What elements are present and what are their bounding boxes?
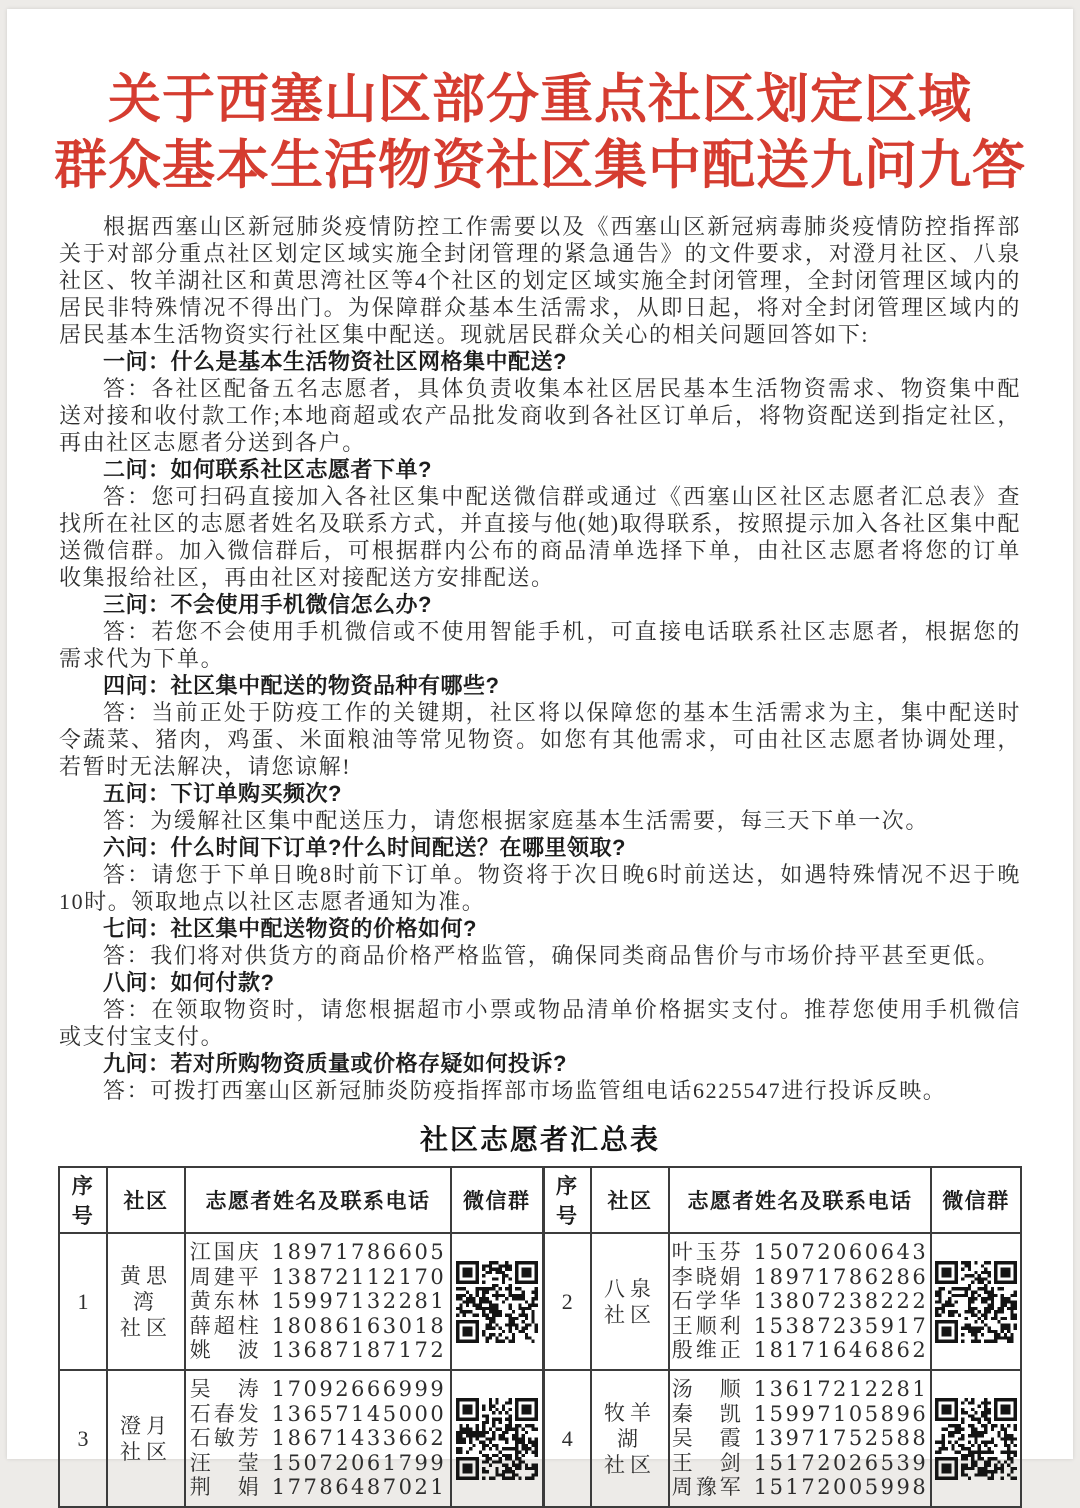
- community-cell: 黄思湾 社区: [107, 1233, 185, 1370]
- serial-cell: 4: [543, 1370, 591, 1507]
- volunteer-name: 汤 顺: [671, 1377, 744, 1401]
- volunteer-phone: 18671433662: [271, 1426, 447, 1450]
- volunteer-name: 薛超柱: [189, 1313, 262, 1338]
- answer-9: 答：可拨打西塞山区新冠肺炎防疫指挥部市场监管组电话6225547进行投诉反映。: [103, 1078, 947, 1103]
- volunteer-row: [672, 1426, 928, 1451]
- notice-body: [59, 213, 1021, 1104]
- volunteer-row: [190, 1338, 446, 1363]
- volunteer-phone: 18971786605: [271, 1240, 447, 1264]
- volunteer-table-title: 社区志愿者汇总表: [419, 1124, 660, 1155]
- header-community-left: 社区: [107, 1167, 185, 1233]
- volunteer-phone: 13657145000: [271, 1401, 447, 1426]
- serial-cell: 3: [59, 1370, 107, 1507]
- volunteers-cell: [185, 1233, 451, 1370]
- volunteer-name: 黄东林: [189, 1289, 262, 1313]
- volunteer-phone: 13971752588: [753, 1426, 929, 1450]
- header-volunteers-right: 志愿者姓名及联系电话: [669, 1167, 931, 1233]
- volunteer-name: 石春发: [189, 1401, 262, 1426]
- volunteer-name: 吴 涛: [189, 1377, 262, 1401]
- question-3: 三问：不会使用手机微信怎么办?: [103, 592, 432, 617]
- volunteer-phone: 15997105896: [753, 1401, 929, 1426]
- header-community-right: 社区: [591, 1167, 669, 1233]
- answer-1: 答：各社区配备五名志愿者，具体负责收集本社区居民基本生活物资需求、物资集中配送对接和收付款工作;本地商超或农产品批发商收到各社区订单后，将物资配送到指定社区，再由社区志愿者分送到各户。: [59, 376, 1021, 455]
- volunteer-row: [190, 1402, 446, 1427]
- volunteer-phone: 13617212281: [753, 1377, 929, 1401]
- volunteer-row: [672, 1289, 928, 1314]
- volunteer-row: [672, 1402, 928, 1427]
- notice-page: [7, 9, 1073, 1499]
- intro-paragraph: 根据西塞山区新冠肺炎疫情防控工作需要以及《西塞山区新冠病毒肺炎疫情防控指挥部关于对部分重点社区划定区域实施全封闭管理的紧急通告》的文件要求，对澄月社区、八泉社区、牧羊湖社区和黄思湾社区等4个社区的划定区域实施全封闭管理，全封闭管理区域内的居民非特殊情况不得出门。为保障群众基本生活需求，从即日起，将对全封闭管理区域内的居民基本生活物资实行社区集中配送。现就居民群众关心的相关问题回答如下:: [59, 214, 1021, 347]
- volunteer-phone: 18171646862: [753, 1338, 929, 1362]
- volunteer-table: [58, 1166, 1022, 1508]
- volunteer-name: 石学华: [671, 1289, 744, 1313]
- header-serial-right: 序号: [543, 1167, 591, 1233]
- answer-8: 答：在领取物资时，请您根据超市小票或物品清单价格据实支付。推荐您使用手机微信或支付宝支付。: [59, 997, 1021, 1049]
- volunteer-row: [672, 1240, 928, 1265]
- volunteer-row: [672, 1475, 928, 1500]
- volunteer-name: 汪 莹: [189, 1450, 262, 1475]
- volunteer-phone: 18086163018: [271, 1313, 447, 1338]
- volunteer-row: [190, 1265, 446, 1290]
- table-row: [59, 1233, 1021, 1370]
- volunteer-name: 王顺利: [671, 1313, 744, 1338]
- serial-cell: 2: [543, 1233, 591, 1370]
- volunteer-row: [190, 1451, 446, 1476]
- volunteer-row: [672, 1338, 928, 1363]
- volunteer-row: [672, 1265, 928, 1290]
- volunteer-phone: 15172005998: [753, 1475, 929, 1499]
- header-wechat-right: 微信群: [931, 1167, 1021, 1233]
- volunteers-cell: [185, 1370, 451, 1507]
- wechat-qr-cell: [451, 1233, 543, 1370]
- question-5: 五问：下订单购买频次?: [103, 781, 342, 806]
- volunteer-phone: 15172026539: [753, 1450, 929, 1475]
- answer-5: 答：为缓解社区集中配送压力，请您根据家庭基本生活需要，每三天下单一次。: [103, 808, 930, 833]
- volunteer-name: 李晓娟: [671, 1264, 744, 1289]
- volunteer-phone: 15072061799: [271, 1450, 447, 1475]
- wechat-group-qr-code: [935, 1398, 1017, 1480]
- volunteer-row: [190, 1475, 446, 1500]
- question-8: 八问：如何付款?: [103, 970, 275, 995]
- wechat-qr-cell: [451, 1370, 543, 1507]
- header-volunteers-left: 志愿者姓名及联系电话: [185, 1167, 451, 1233]
- community-cell: 八泉 社区: [591, 1233, 669, 1370]
- community-cell: 牧羊湖 社区: [591, 1370, 669, 1507]
- volunteer-name: 石敏芳: [189, 1426, 262, 1450]
- volunteer-phone: 18971786286: [753, 1264, 929, 1289]
- answer-7: 答：我们将对供货方的商品价格严格监管，确保同类商品售价与市场价持平甚至更低。: [103, 943, 1000, 968]
- answer-2: 答：您可扫码直接加入各社区集中配送微信群或通过《西塞山区社区志愿者汇总表》查找所在社区的志愿者姓名及联系方式，并直接与他(她)取得联系，按照提示加入各社区集中配送微信群。加入微信群后，可根据群内公布的商品清单选择下单，由社区志愿者将您的订单收集报给社区，再由社区对接配送方安排配送。: [59, 484, 1021, 590]
- table-header-row: [59, 1167, 1021, 1233]
- header-wechat-left: 微信群: [451, 1167, 543, 1233]
- question-6: 六问：什么时间下订单?什么时间配送？在哪里领取?: [103, 835, 626, 860]
- volunteer-name: 叶玉芬: [671, 1240, 744, 1264]
- volunteer-row: [190, 1377, 446, 1402]
- volunteer-phone: 15387235917: [753, 1313, 929, 1338]
- volunteer-phone: 17092666999: [271, 1377, 447, 1401]
- question-7: 七问：社区集中配送物资的价格如何?: [103, 916, 477, 941]
- volunteer-row: [190, 1289, 446, 1314]
- volunteer-name: 殷维正: [671, 1338, 744, 1362]
- wechat-group-qr-code: [456, 1398, 538, 1480]
- volunteers-cell: [669, 1370, 931, 1507]
- header-serial-left: 序号: [59, 1167, 107, 1233]
- wechat-group-qr-code: [935, 1261, 1017, 1343]
- volunteers-cell: [669, 1233, 931, 1370]
- volunteer-phone: 13807238222: [753, 1289, 929, 1313]
- question-9: 九问：若对所购物资质量或价格存疑如何投诉?: [103, 1051, 567, 1076]
- volunteer-name: 周豫军: [671, 1475, 744, 1499]
- question-4: 四问：社区集中配送的物资品种有哪些?: [103, 673, 500, 698]
- answer-3: 答：若您不会使用手机微信或不使用智能手机，可直接电话联系社区志愿者，根据您的需求代为下单。: [59, 619, 1021, 671]
- volunteer-row: [190, 1426, 446, 1451]
- volunteer-row: [672, 1451, 928, 1476]
- volunteer-phone: 17786487021: [271, 1475, 447, 1499]
- volunteer-row: [672, 1314, 928, 1339]
- volunteer-row: [190, 1314, 446, 1339]
- answer-6: 答：请您于下单日晚8时前下订单。物资将于次日晚6时前送达，如遇特殊情况不迟于晚10时。领取地点以社区志愿者通知为准。: [59, 862, 1021, 914]
- answer-4: 答：当前正处于防疫工作的关键期，社区将以保障您的基本生活需求为主，集中配送时令蔬菜、猪肉，鸡蛋、米面粮油等常见物资。如您有其他需求，可由社区志愿者协调处理，若暂时无法解决，请您谅解!: [59, 700, 1021, 779]
- volunteer-phone: 15997132281: [271, 1289, 447, 1313]
- volunteer-row: [672, 1377, 928, 1402]
- wechat-qr-cell: [931, 1370, 1021, 1507]
- volunteer-name: 姚 波: [189, 1338, 262, 1362]
- volunteer-name: 吴 霞: [671, 1426, 744, 1450]
- table-row: [59, 1370, 1021, 1507]
- community-cell: 澄月 社区: [107, 1370, 185, 1507]
- volunteer-name: 江国庆: [189, 1240, 262, 1264]
- page-title: [35, 67, 1045, 199]
- volunteer-name: 王 剑: [671, 1450, 744, 1475]
- wechat-group-qr-code: [456, 1261, 538, 1343]
- volunteer-name: 周建平: [189, 1264, 262, 1289]
- volunteer-name: 秦 凯: [671, 1401, 744, 1426]
- volunteer-row: [190, 1240, 446, 1265]
- serial-cell: 1: [59, 1233, 107, 1370]
- volunteer-phone: 13872112170: [271, 1264, 447, 1289]
- page-title-line1: 关于西塞山区部分重点社区划定区域: [108, 70, 972, 129]
- page-title-line2: 群众基本生活物资社区集中配送九问九答: [54, 136, 1026, 195]
- question-1: 一问：什么是基本生活物资社区网格集中配送?: [103, 349, 567, 374]
- volunteer-name: 荆 娟: [189, 1475, 262, 1499]
- question-2: 二问：如何联系社区志愿者下单?: [103, 457, 432, 482]
- volunteer-phone: 13687187172: [271, 1338, 447, 1362]
- wechat-qr-cell: [931, 1233, 1021, 1370]
- volunteer-phone: 15072060643: [753, 1240, 929, 1264]
